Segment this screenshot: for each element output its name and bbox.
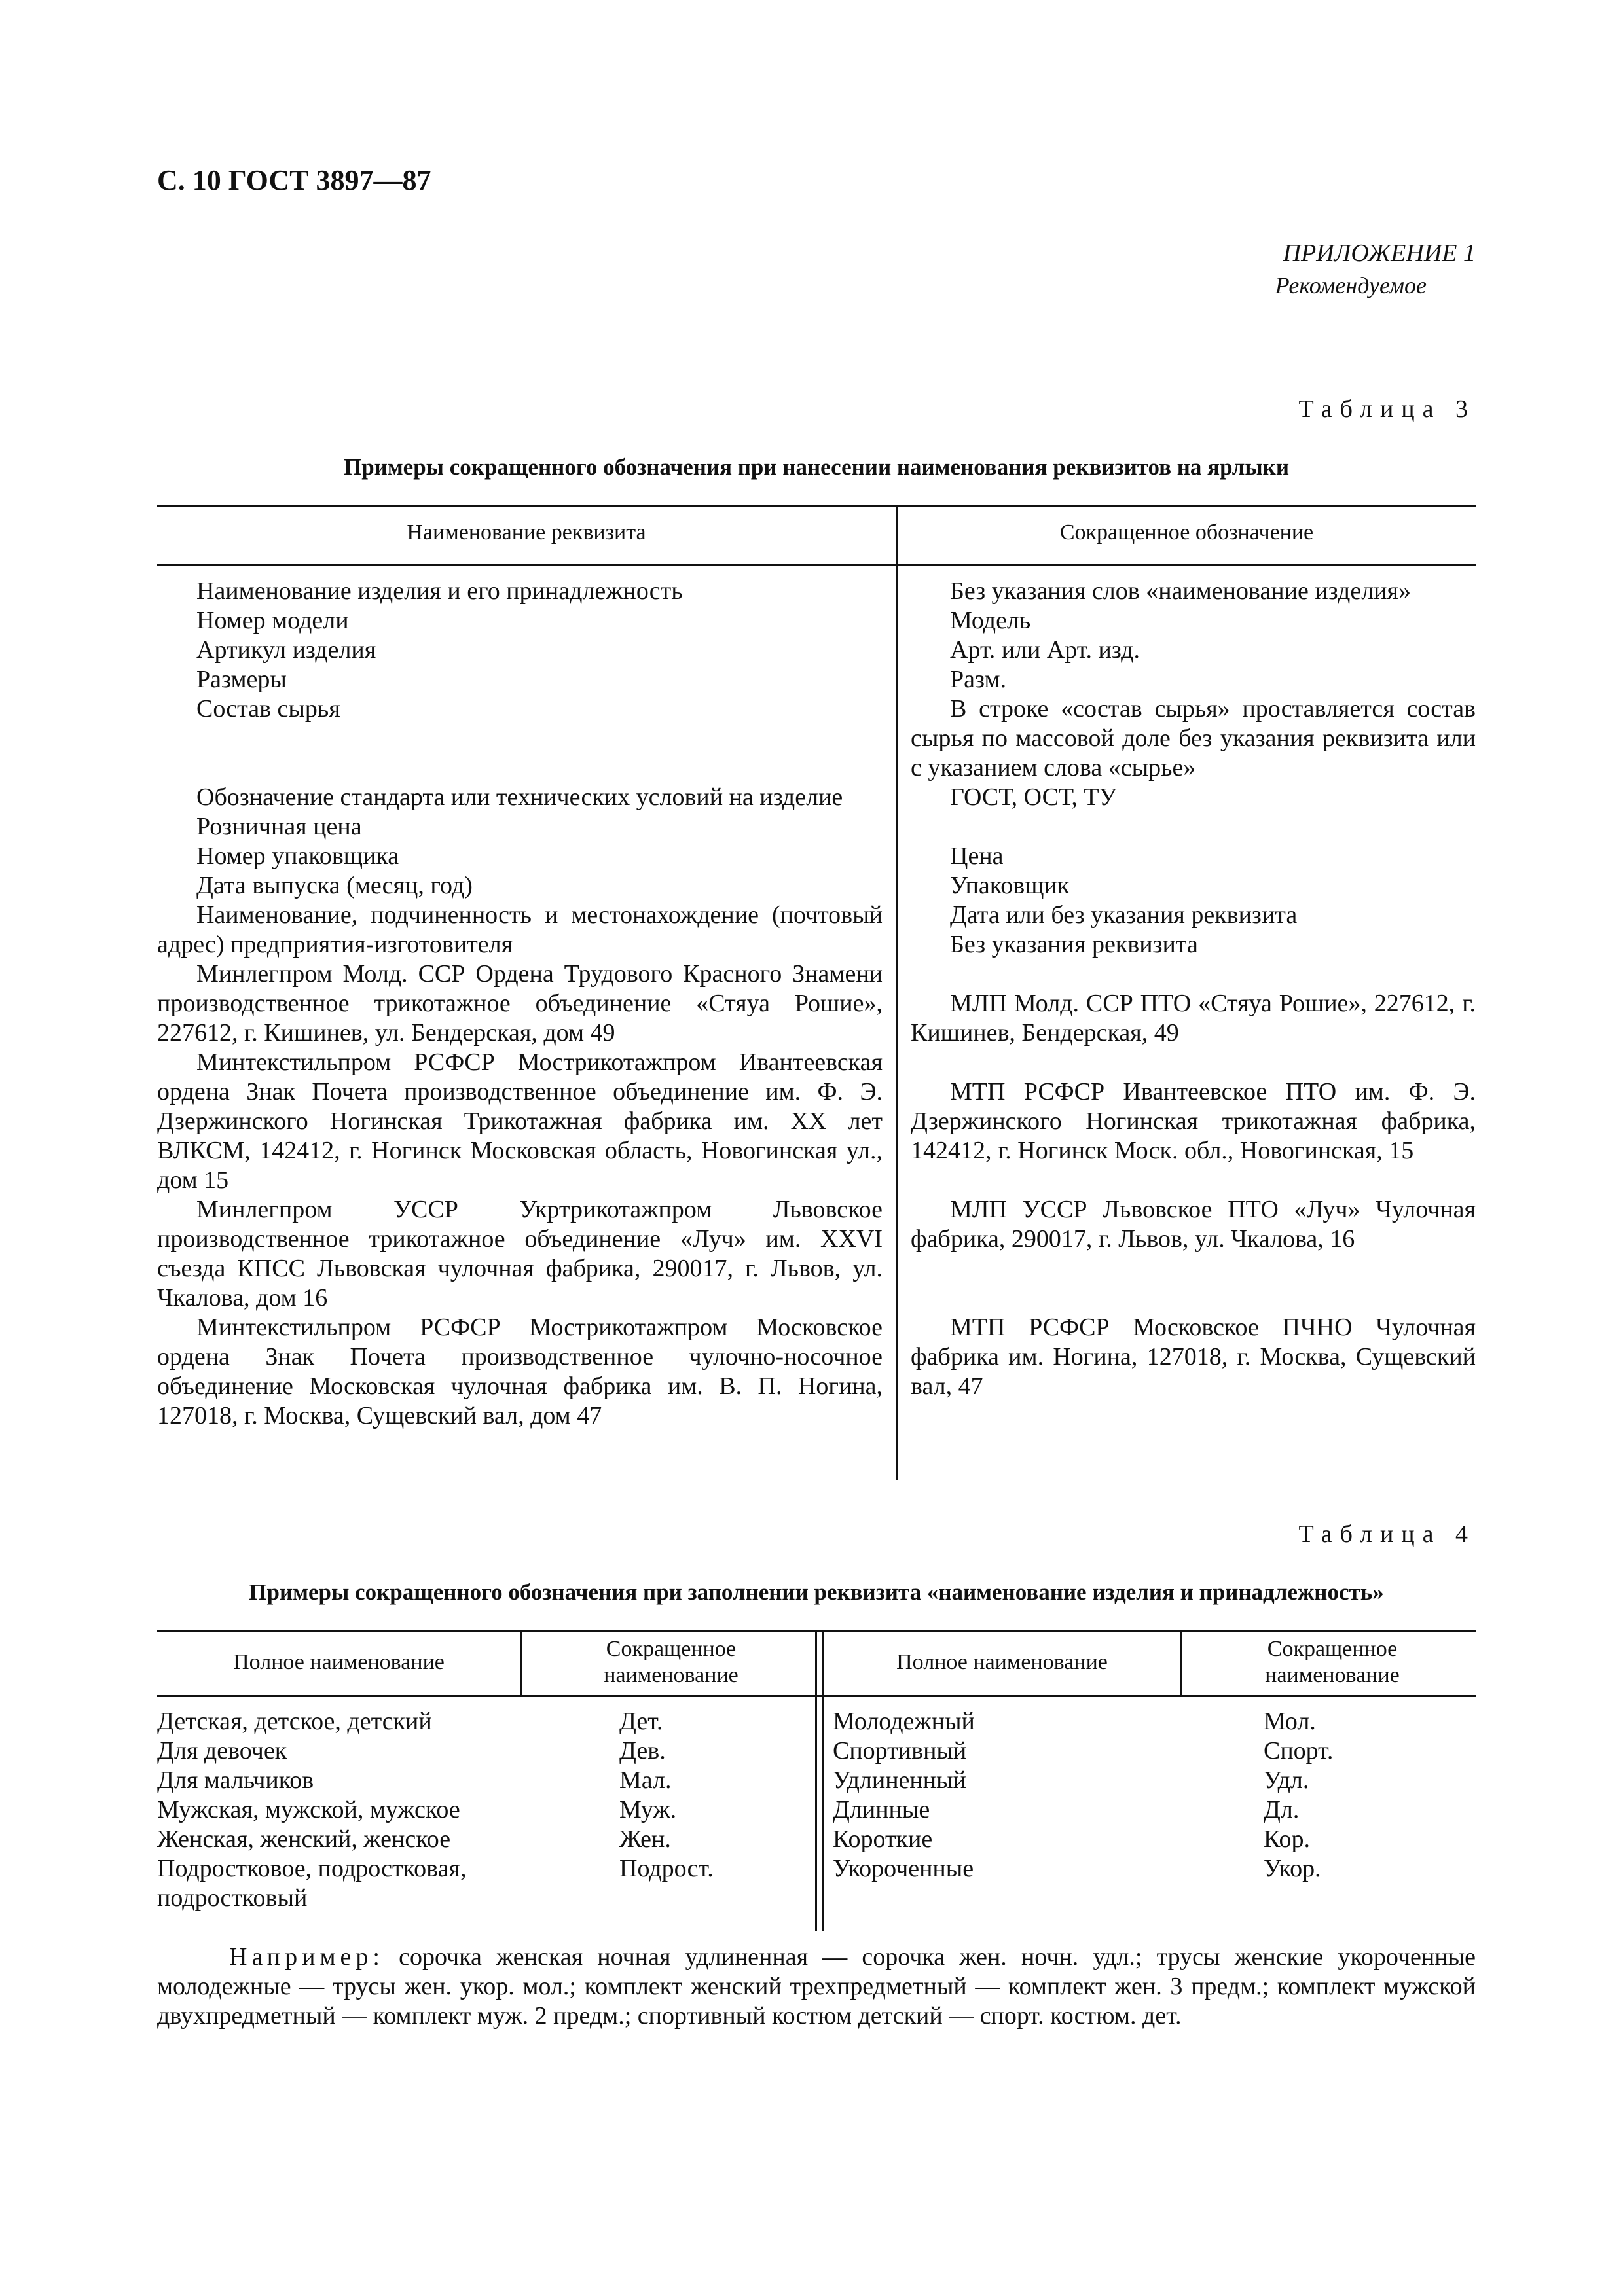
table3-column-divider xyxy=(896,505,898,1480)
table4-double-divider xyxy=(815,1630,817,1931)
appendix-title: ПРИЛОЖЕНИЕ 1 xyxy=(1283,240,1476,267)
table3-row-left: Номер модели xyxy=(196,607,349,634)
table3-row-right: Цена xyxy=(950,842,1004,870)
table3-row-right: Арт. или Арт. изд. xyxy=(950,636,1140,664)
table4-cell: Женская, женский, женское xyxy=(157,1825,451,1853)
example-text: сорочка женская ночная удлиненная — сорочка жен. ночн. удл.; трусы женские укороченные молодежные — трусы жен. укор. мол.; комплект женский трехпредметный — комплект жен. 3 предм.; комплект мужской двухпредметный — комплект муж. 2 предм.; спортивный костюм детский — спорт. костюм. дет. xyxy=(157,1943,1476,2030)
table4-cell: Дев. xyxy=(619,1737,666,1765)
table3-row-right: МЛП УССР Львовское ПТО «Луч» Чулочная фабрика, 290017, г. Львов, ул. Чкалова, 16 xyxy=(911,1196,1476,1253)
table3-row-right: В строке «состав сырья» проставляется состав сырья по массовой доле без указания реквизита или с указанием слова «сырье» xyxy=(911,695,1476,781)
table3-row-left: Обозначение стандарта или технических условий на изделие xyxy=(196,783,843,811)
table3-left-column xyxy=(157,577,883,1431)
table4-cell: Кор. xyxy=(1264,1825,1310,1853)
table4-cell: Спортивный xyxy=(833,1737,967,1765)
table3-header-left: Наименование реквизита xyxy=(407,520,646,545)
table4-divider xyxy=(520,1630,522,1695)
table3-row-left: Размеры xyxy=(196,666,287,693)
table3-row-right: Без указания слов «наименование изделия» xyxy=(950,577,1411,605)
table4-cell: Подрост. xyxy=(619,1855,714,1882)
table3-row-right: Разм. xyxy=(950,666,1007,693)
table3-row-right: Без указания реквизита xyxy=(950,931,1198,958)
table4-header-4: Сокращенное наименование xyxy=(1265,1637,1400,1687)
example-lead: Например: xyxy=(229,1943,384,1971)
table4-divider xyxy=(1180,1630,1182,1695)
table4-col1 xyxy=(157,1707,517,1913)
table3-row-left: Минлегпром УССР Укртрикотажпром Львовское производственное трикотажное объединение «Луч» им. XXVI съезда КПСС Львовская чулочная фабрика, 290017, г. Львов, ул. Чкалова, дом 16 xyxy=(157,1196,883,1312)
table3-row-left: Минлегпром Молд. ССР Ордена Трудового Красного Знамени производственное трикотажное объединение «Стяуа Рошие», 227612, г. Кишинев, ул. Бендерская, дом 49 xyxy=(157,960,883,1047)
table3-header-right: Сокращенное обозначение xyxy=(1059,520,1314,545)
table3-row-left: Артикул изделия xyxy=(196,636,376,664)
table4-cell: Для девочек xyxy=(157,1737,287,1765)
example-note xyxy=(157,1943,1476,2031)
table4-col4 xyxy=(1264,1707,1460,1884)
table3-row-right: Упаковщик xyxy=(950,872,1070,899)
table3-row-right: МЛП Молд. ССР ПТО «Стяуа Рошие», 227612, г. Кишинев, Бендерская, 49 xyxy=(911,990,1476,1047)
table4-col2 xyxy=(619,1707,809,1884)
table4-cell: подростковый xyxy=(157,1884,308,1912)
table4-cell: Длинные xyxy=(833,1796,930,1823)
table3-top-rule xyxy=(157,505,1476,507)
table4-cell: Дет. xyxy=(619,1708,663,1735)
table3-row-left: Минтекстильпром РСФСР Мострикотажпром Московское ордена Знак Почета производственное чулочно-носочное объединение Московская чулочная фабрика им. В. П. Ногина, 127018, г. Москва, Сущевский вал, дом 47 xyxy=(157,1314,883,1429)
table4-cell: Муж. xyxy=(619,1796,677,1823)
appendix-subtitle: Рекомендуемое xyxy=(1275,272,1427,298)
table4-cell: Удл. xyxy=(1264,1767,1309,1794)
table3-row-left: Наименование, подчиненность и местонахождение (почтовый адрес) предприятия-изготовителя xyxy=(157,901,883,958)
table3-caption: Примеры сокращенного обозначения при нанесении наименования реквизитов на ярлыки xyxy=(343,454,1289,480)
page-header: С. 10 ГОСТ 3897—87 xyxy=(157,164,431,196)
table3-row-right: МТП РСФСР Ивантеевское ПТО им. Ф. Э. Дзержинского Ногинская трикотажная фабрика, 142412, г. Ногинск Моск. обл., Новогинская, 15 xyxy=(911,1078,1476,1164)
table4-cell: Дл. xyxy=(1264,1796,1300,1823)
table4-cell: Жен. xyxy=(619,1825,671,1853)
table4-cell: Спорт. xyxy=(1264,1737,1334,1765)
table3-row-right: Дата или без указания реквизита xyxy=(950,901,1298,929)
table3-header-rule xyxy=(157,564,1476,566)
table3-row-left: Розничная цена xyxy=(196,813,362,840)
table4-cell: Для мальчиков xyxy=(157,1767,314,1794)
table4-label: Таблица 4 xyxy=(1298,1520,1476,1548)
table4-header-2: Сокращенное наименование xyxy=(604,1637,739,1687)
table4-cell: Удлиненный xyxy=(833,1767,966,1794)
table4-caption: Примеры сокращенного обозначения при заполнении реквизита «наименование изделия и принадлежность» xyxy=(249,1579,1384,1605)
table4-cell: Мужская, мужской, мужское xyxy=(157,1796,460,1823)
table3-row-right: Модель xyxy=(950,607,1031,634)
table4-cell: Мол. xyxy=(1264,1708,1316,1735)
table4-cell: Детская, детское, детский xyxy=(157,1708,432,1735)
table3-row-left: Дата выпуска (месяц, год) xyxy=(196,872,473,899)
table4-cell: Укор. xyxy=(1264,1855,1321,1882)
table4-col3 xyxy=(833,1707,1173,1884)
table3-right-column xyxy=(911,577,1476,1401)
table4 xyxy=(157,1630,1476,1931)
table4-cell: Молодежный xyxy=(833,1708,975,1735)
table3-row-right: МТП РСФСР Московское ПЧНО Чулочная фабрика им. Ногина, 127018, г. Москва, Сущевский вал, 47 xyxy=(911,1314,1476,1400)
table4-cell: Короткие xyxy=(833,1825,933,1853)
table4-cell: Подростковое, подростковая, xyxy=(157,1855,467,1882)
table4-header-3: Полное наименование xyxy=(896,1650,1108,1674)
table3-row-left: Наименование изделия и его принадлежность xyxy=(196,577,683,605)
table4-cell: Укороченные xyxy=(833,1855,974,1882)
table3-label: Таблица 3 xyxy=(1298,395,1476,423)
table3-row-right: ГОСТ, ОСТ, ТУ xyxy=(950,783,1117,811)
table3 xyxy=(157,505,1476,1480)
table4-header-1: Полное наименование xyxy=(233,1650,445,1674)
table3-row-left: Минтекстильпром РСФСР Мострикотажпром Ивантеевская ордена Знак Почета производственное объединение им. Ф. Э. Дзержинского Ногинская Трикотажная фабрика им. XX лет ВЛКСМ, 142412, г. Ногинск Московская область, Новогинская ул., дом 15 xyxy=(157,1049,883,1194)
table3-row-left: Номер упаковщика xyxy=(196,842,399,870)
table3-row-left: Состав сырья xyxy=(196,695,340,723)
table4-cell: Мал. xyxy=(619,1767,672,1794)
